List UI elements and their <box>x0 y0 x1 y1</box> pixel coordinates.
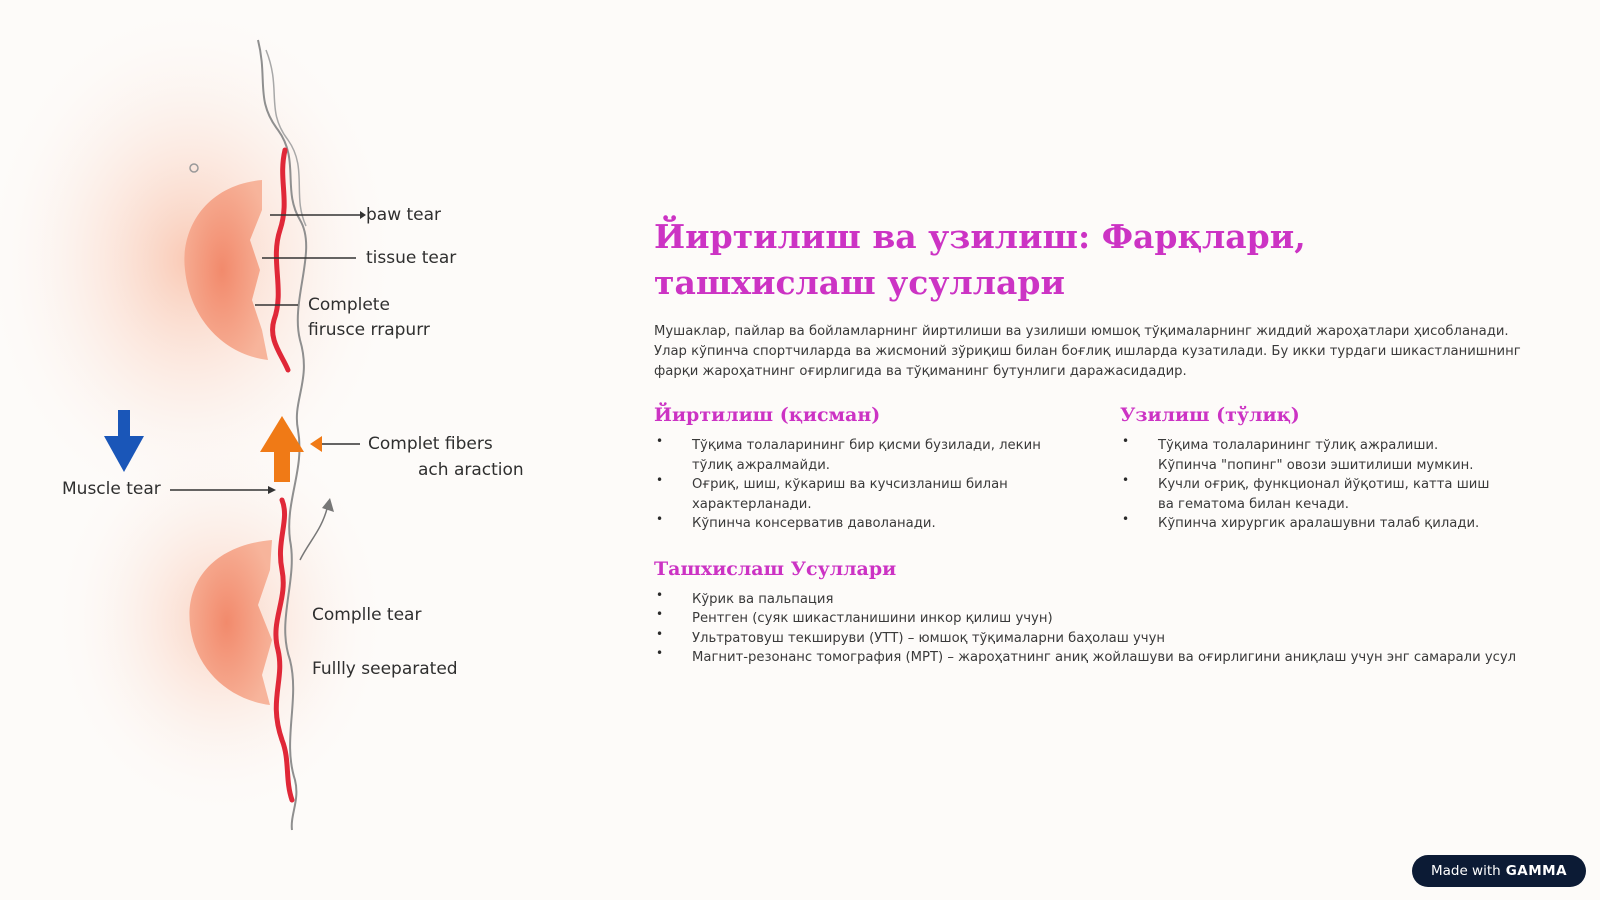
muscle-tear-illustration <box>0 0 600 900</box>
list-item: • Оғриқ, шиш, кўкариш ва кучсизланиш билан характерланади. <box>654 475 1074 514</box>
label-fully-separated: Fullly seeparated <box>312 659 458 679</box>
list-item: • Рентген (суяк шикастланишини инкор қилиш учун) <box>654 609 1534 629</box>
label-complete-2: firusce rrapurr <box>308 320 430 340</box>
slide-content <box>654 214 1534 668</box>
list-item: • Кўпинча консерватив даволанади. <box>654 514 1074 534</box>
list-item: • Ультратовуш текшируви (УТТ) – юмшоқ тўқималарни баҳолаш учун <box>654 629 1534 649</box>
list-item: • Кучли оғриқ, функционал йўқотиш, катта шиш ва гематома билан кечади. <box>1120 475 1498 514</box>
partial-tear-list <box>654 436 1074 534</box>
intro-paragraph: Мушаклар, пайлар ва бойламларнинг йиртилиши ва узилиши юмшоқ тўқималарнинг жиддий жароҳатлари ҳисобланади. Улар кўпинча спортчиларда ва жисмоний зўриқиш билан боғлиқ ишларда кузатилади. Бу икки турдаги шикастланишнинг фарқи жароҳатнинг оғирлигида ва тўқиманинг бутунлиги даражасидадир. <box>654 324 1521 379</box>
partial-tear-section <box>654 402 1120 534</box>
comparison-columns <box>654 402 1534 534</box>
partial-tear-heading: Йиртилиш (қисман) <box>654 404 881 426</box>
blue-arrow-shaft <box>118 410 130 438</box>
complete-rupture-list <box>1120 436 1498 534</box>
orange-arrow-shaft <box>274 450 290 482</box>
list-item: • Кўрик ва пальпация <box>654 590 1534 610</box>
list-item: • Магнит-резонанс томография (МРТ) – жароҳатнинг аниқ жойлашуви ва оғирлигини аниқлаш учун энг самарали усул <box>654 648 1534 668</box>
list-item: • Тўқима толаларининг бир қисми бузилади, лекин тўлиқ ажралмайди. <box>654 436 1074 475</box>
complete-rupture-heading: Узилиш (тўлиқ) <box>1120 404 1300 426</box>
made-with-gamma-badge[interactable] <box>1412 855 1586 887</box>
label-raw-tear: þaw tear <box>366 205 442 225</box>
label-fibers-2: ach araction <box>418 460 524 480</box>
diagnosis-section <box>654 556 1534 668</box>
tear-diagram-graphic <box>0 0 600 900</box>
list-item: • Тўқима толаларининг тўлиқ ажралиши. Кўпинча "попинг" овози эшитилиши мумкин. <box>1120 436 1498 475</box>
badge-prefix: Made with <box>1430 863 1501 879</box>
page-title: Йиртилиш ва узилиш: Фарқлари, ташхислаш усуллари <box>654 217 1306 302</box>
label-comple-tear: Complle tear <box>312 605 422 625</box>
label-fibers-1: Complet fibers <box>368 434 493 454</box>
label-complete-1: Complete <box>308 295 390 315</box>
label-tissue-tear: tissue tear <box>366 248 457 268</box>
diagnosis-list <box>654 590 1534 668</box>
complete-rupture-section <box>1120 402 1534 534</box>
diagnosis-heading: Ташхислаш Усуллари <box>654 557 897 580</box>
list-item: • Кўпинча хирургик аралашувни талаб қилади. <box>1120 514 1498 534</box>
gamma-logo: GAMMA <box>1505 863 1568 879</box>
label-muscle-tear: Muscle tear <box>62 479 161 499</box>
